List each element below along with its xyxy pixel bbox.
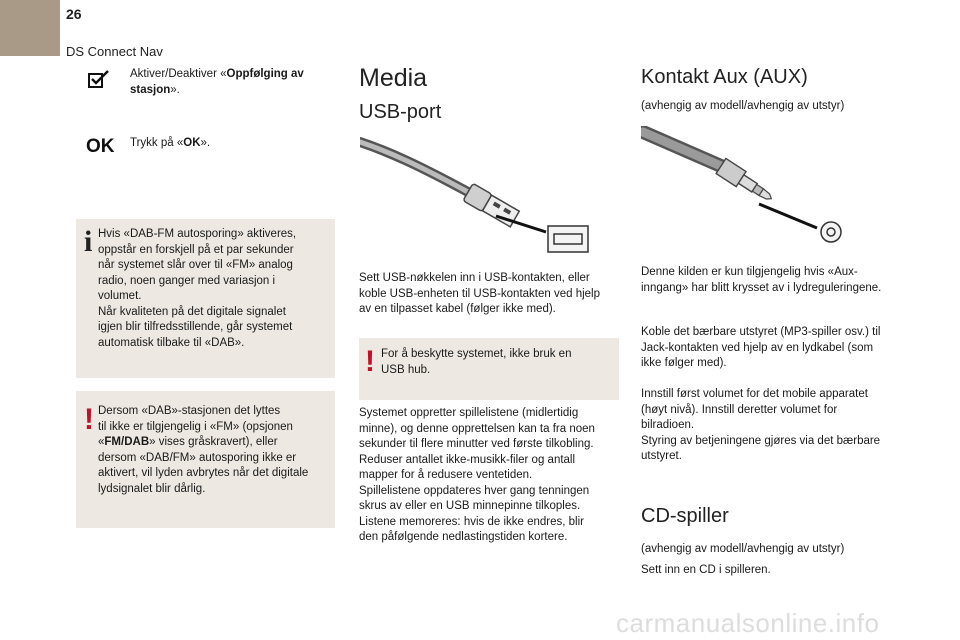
warning-text-usb: For å beskytte systemet, ikke bruk en USB hub.: [381, 348, 572, 376]
checkbox-icon: [88, 70, 110, 88]
aux-jack-illustration: [641, 126, 851, 248]
aux-paragraph-2: Koble det bærbare utstyret (MP3-spiller osv.) til Jack-kontakten ved hjelp av en lydkabel (som ikke følger med).: [641, 326, 881, 369]
aux-availability-note: (avhengig av modell/avhengig av utstyr): [641, 100, 845, 112]
toggle-instruction: Aktiver/Deaktiver «Oppfølging av stasjon».: [130, 68, 304, 96]
info-icon: i: [84, 225, 93, 258]
playlist-text: Systemet oppretter spillelistene (midlertidig minne), og denne opprettelsen kan ta fra noen sekunder til flere minutter ved første tilkobling. Reduser antallet ikke-musikk-filer og antall mapper for å redusere ventetiden. Spillelistene oppdateres hver gang tenningen skrus av eller en USB minnepinne tilkoples. Listene memoreres: hvis de ikke endres, blir den påfølgende nedlastingstiden kortere.: [359, 407, 595, 543]
usb-illustration: [360, 134, 592, 256]
section-title-media: Media: [359, 64, 428, 92]
section-title-aux: Kontakt Aux (AUX): [641, 66, 808, 88]
warning-icon: !: [84, 403, 94, 436]
warning-box-usb: [359, 338, 619, 400]
page-number: 26: [66, 6, 82, 22]
cd-instruction: Sett inn en CD i spilleren.: [641, 564, 771, 576]
info-text: Hvis «DAB-FM autosporing» aktiveres, oppstår en forskjell på et par sekunder når systemet slår over til «FM» analog radio, noen ganger med variasjon i volumet. Når kvaliteten på det digitale signalet igjen blir tilfredsstillende, går systemet automatisk tilbake til «DAB».: [98, 228, 297, 349]
cd-availability-note: (avhengig av modell/avhengig av utstyr): [641, 543, 845, 555]
section-title-cd: CD-spiller: [641, 505, 729, 527]
warning-box-dab: [76, 391, 335, 528]
aux-paragraph-3: Innstill først volumet for det mobile apparatet (høyt nivå). Innstill deretter volumet for bilradioen. Styring av betjeningene gjøres via det bærbare utstyret.: [641, 388, 881, 462]
subsection-title-usb: USB-port: [359, 101, 442, 123]
running-head: DS Connect Nav: [66, 44, 163, 59]
watermark: carmanualsonline.info: [616, 608, 880, 638]
usb-instructions: Sett USB-nøkkelen inn i USB-kontakten, eller koble USB-enheten til USB-kontakten ved hjelp av en tilpasset kabel (følger ikke med).: [359, 272, 601, 315]
press-ok-instruction: Trykk på «OK».: [130, 137, 211, 149]
warning-icon: !: [365, 345, 375, 378]
warning-text-dab: Dersom «DAB»-stasjonen det lyttes til ikke er tilgjengelig i «FM» (opsjonen «FM/DAB» vises gråskravert), eller dersom «DAB/FM» autosporing ikke er aktivert, vil lyden avbrytes når det digitale lydsignalet blir dårlig.: [98, 405, 309, 495]
info-box: [76, 219, 335, 378]
aux-paragraph-1: Denne kilden er kun tilgjengelig hvis «Aux- inngang» har blitt krysset av i lydreguleringene.: [641, 266, 882, 294]
ok-icon: OK: [86, 136, 115, 157]
page-tab: [0, 0, 60, 56]
